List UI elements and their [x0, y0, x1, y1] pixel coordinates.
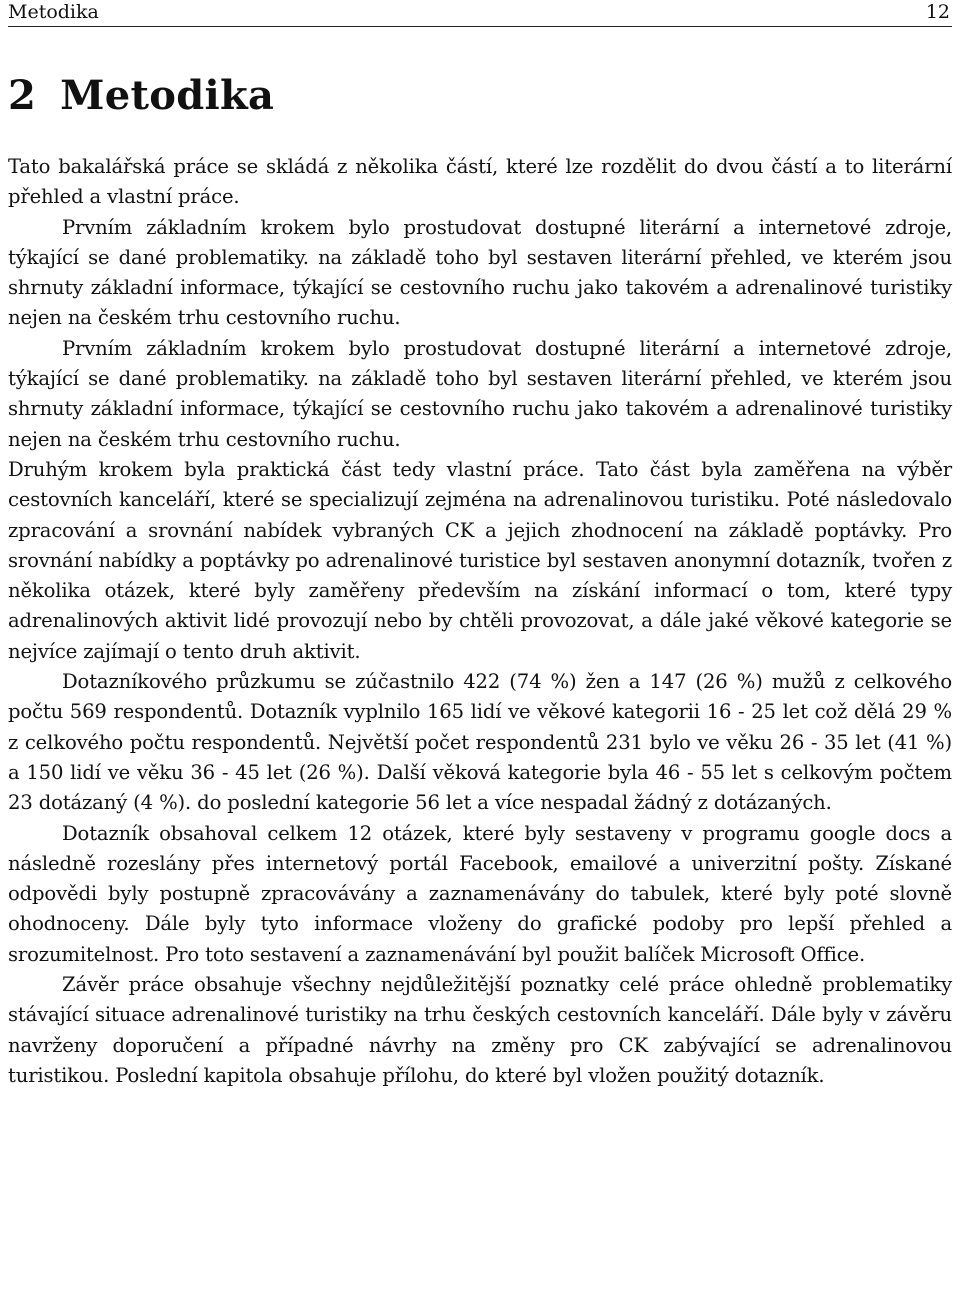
- paragraph-conclusion: Závěr práce obsahuje všechny nejdůležitější poznatky celé práce ohledně problematiky stávající situace adrenalinové turistiky na trhu českých cestovních kanceláří. Dále byly v závěru navrženy doporučení a případné návrhy na změny pro CK zabývající se adrenalinovou turistikou. Poslední kapitola obsahuje přílohu, do které byl vložen použitý dotazník.: [8, 973, 952, 1087]
- paragraph-intro: Tato bakalářská práce se skládá z několika částí, které lze rozdělit do dvou částí a to literární přehled a vlastní práce.: [8, 155, 952, 209]
- paragraph-step-two: Druhým krokem byla praktická část tedy vlastní práce. Tato část byla zaměřena na výběr cestovních kanceláří, které se specializují zejména na adrenalinovou turistiku. Poté následovalo zpracování a srovnání nabídek vybraných CK a jejich zhodnocení na základě poptávky. Pro srovnání nabídky a poptávky po adrenalinové turistice byl sestaven anonymní dotazník, tvořen z několika otázek, které byly zaměřeny především na získání informací o tom, které typy adrenalinových aktivit lidé provozují nebo by chtěli provozovat, a dále jaké věkové kategorie se nejvíce zajímají o tento druh aktivit.: [8, 457, 952, 663]
- paragraph-step-one-repeat: Prvním základním krokem bylo prostudovat dostupné literární a internetové zdroje, týkající se dané problematiky. na základě toho byl sestaven literární přehled, ve kterém jsou shrnuty základní informace, týkající se cestovního ruchu jako takovém a adrenalinové turistiky nejen na českém trhu cestovního ruchu.: [8, 336, 952, 451]
- header-section-title: Metodika: [8, 1, 99, 23]
- chapter-title: Metodika: [60, 72, 275, 119]
- paragraph-survey-stats: Dotazníkového průzkumu se zúčastnilo 422 (74 %) žen a 147 (26 %) mužů z celkového počtu 569 respondentů. Dotazník vyplnilo 165 lidí ve věkové kategorii 16 - 25 let což dělá 29 % z celkového počtu respondentů. Největší počet respondentů 231 bylo ve věku 26 - 35 let (41 %) a 150 lidí ve věku 36 - 45 let (26 %). Další věková kategorie byla 46 - 55 let s celkovým počtem 23 dotázaný (4 %). do poslední kategorie 56 let a více nespadal žádný z dotázaných.: [8, 670, 952, 815]
- paragraph-questionnaire: Dotazník obsahoval celkem 12 otázek, které byly sestaveny v programu google docs a následně rozeslány přes internetový portál Facebook, emailové a univerzitní pošty. Získané odpovědi byly postupně zpracovávány a zaznamenávány do tabulek, které byly poté slovně ohodnoceny. Dále byly tyto informace vloženy do grafické podoby pro lepší přehled a srozumitelnost. Pro toto sestavení a zaznamenávání byl použit balíček Microsoft Office.: [8, 821, 952, 966]
- chapter-heading: [8, 70, 274, 122]
- chapter-number: 2: [8, 72, 37, 119]
- paragraph-step-one: Prvním základním krokem bylo prostudovat dostupné literární a internetové zdroje, týkající se dané problematiky. na základě toho byl sestaven literární přehled, ve kterém jsou shrnuty základní informace, týkající se cestovního ruchu jako takovém a adrenalinové turistiky nejen na českém trhu cestovního ruchu.: [8, 215, 952, 330]
- page-number: 12: [925, 1, 950, 23]
- body-text: [8, 152, 952, 1091]
- running-header: [8, 0, 952, 27]
